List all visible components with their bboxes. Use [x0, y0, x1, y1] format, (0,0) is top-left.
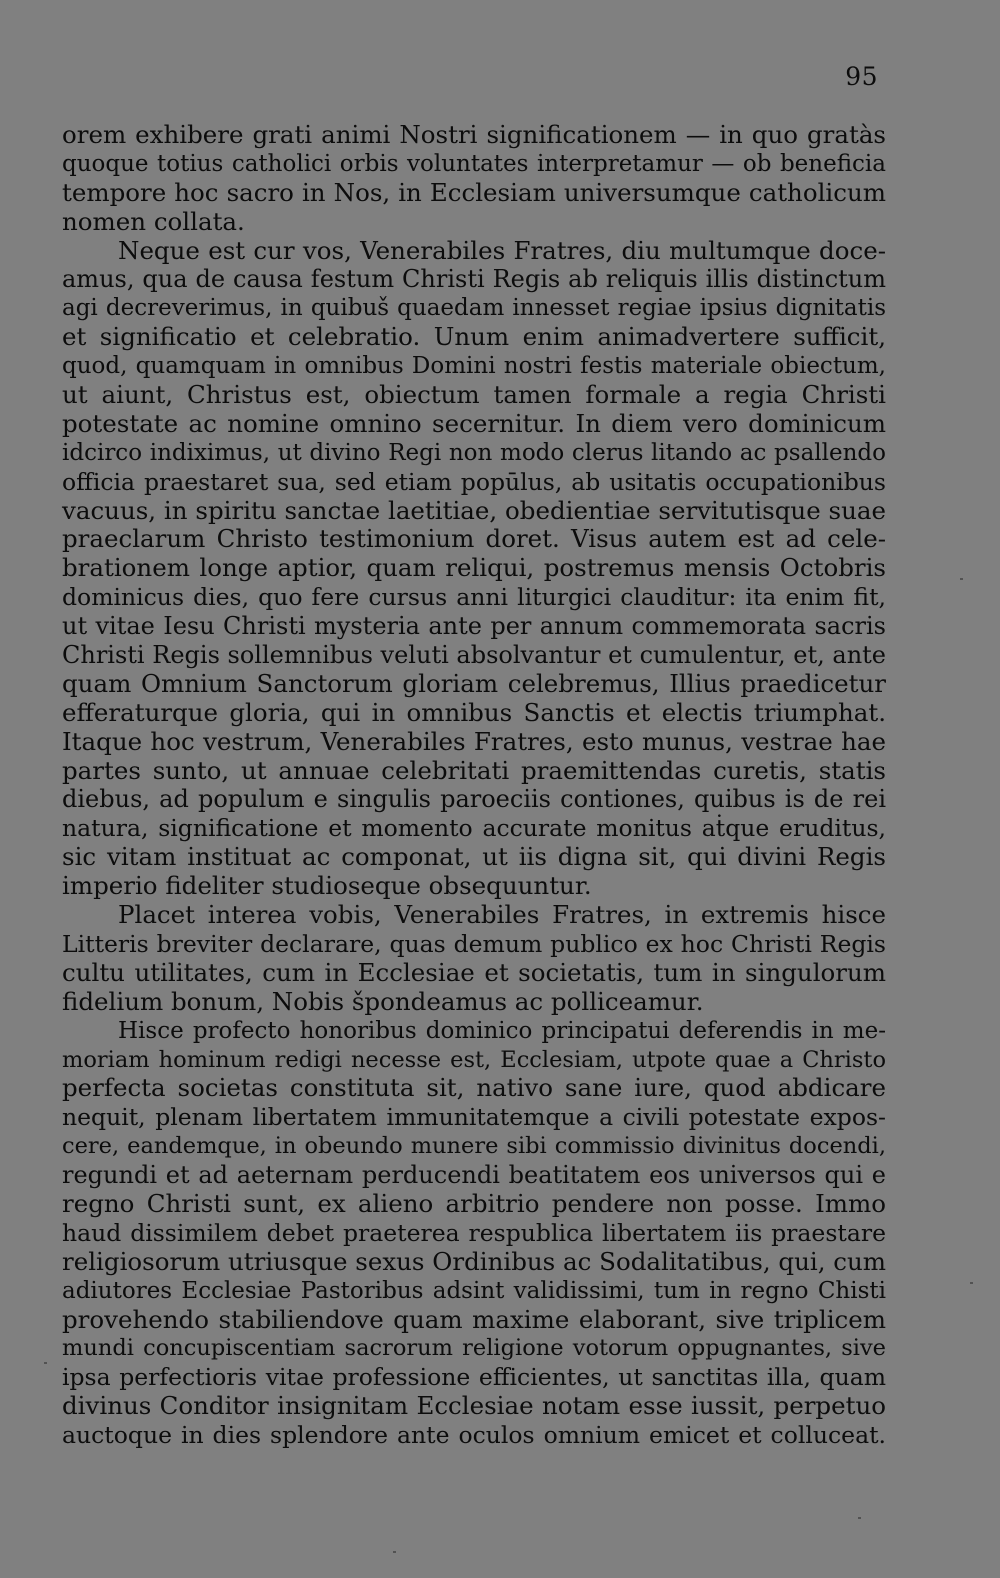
text-line: vacuus, in spiritu sanctae laetitiae, obedientiae servitutisque suae — [62, 495, 886, 525]
text-line: sic vitam instituat ac componat, ut iis digna sit, qui divini Regis — [62, 842, 886, 872]
text-line: haud dissimilem debet praeterea respublica libertatem iis praestare — [62, 1218, 886, 1247]
text-line: cere, eandemque, in obeundo munere sibi commissio divinitus docendi, — [62, 1133, 886, 1160]
text-line: Christi Regis sollemnibus veluti absolvantur et cumulentur, et, ante — [62, 641, 886, 670]
text-line: quoque totius catholici orbis voluntates interpretamur — ob beneficia — [62, 150, 886, 177]
scan-speck — [858, 1517, 861, 1519]
text-line: moriam hominum redigi necesse est, Ecclesiam, utpote quae a Christo — [62, 1046, 886, 1073]
text-line: perfecta societas constituta sit, nativo sane iure, quod abdicare — [62, 1073, 886, 1103]
text-line: dominicus dies, quo fere cursus anni liturgici clauditur: ita enim fit, — [62, 583, 886, 612]
text-line: potestate ac nomine omnino secernitur. In diem vero dominicum — [62, 408, 886, 438]
text-line: nequit, plenam libertatem immunitatemque a civili potestate expos- — [62, 1103, 886, 1132]
text-line: efferaturque gloria, qui in omnibus Sanctis et electis triumphat. — [62, 697, 886, 727]
text-line: tempore hoc sacro in Nos, in Ecclesiam universumque catholicum — [62, 177, 886, 207]
text-line: praeclarum Christo testimonium doret. Visus autem est ad cele- — [62, 524, 886, 554]
text-line: imperio fideliter studioseque obsequuntur. — [62, 871, 592, 901]
text-line: auctoque in dies splendore ante oculos omnium emicet et colluceat. — [62, 1421, 886, 1450]
body-text — [62, 121, 886, 1450]
text-line: idcirco indiximus, ut divino Regi non modo clerus litando ac psallendo — [62, 439, 886, 466]
text-line: ut vitae Iesu Christi mysteria ante per annum commemorata sacris — [62, 612, 886, 641]
scan-speck — [393, 1551, 396, 1553]
text-line: ipsa perfectioris vitae professione efficientes, ut sanctitas illa, quam — [62, 1363, 886, 1392]
text-line: officia praestaret sua, sed etiam popūlus, ab usitatis occupationibus — [62, 467, 886, 496]
text-line: adiutores Ecclesiae Pastoribus adsint validissimi, tum in regno Chisti — [62, 1277, 886, 1304]
text-line: agi decreverimus, in quibuš quaedam innesset regiae ipsius dignitatis — [62, 295, 886, 322]
text-line: divinus Conditor insignitam Ecclesiae notam esse iussit, perpetuo — [62, 1391, 886, 1421]
text-line: ut aiunt, Christus est, obiectum tamen formale a regia Christi — [62, 380, 886, 410]
scan-speck — [970, 1282, 973, 1284]
text-line: quam Omnium Sanctorum gloriam celebremus, Illius praedicetur — [62, 668, 886, 698]
text-line: diebus, ad populum e singulis paroeciis contiones, quibus is de rei — [62, 785, 886, 814]
text-line: Litteris breviter declarare, quas demum publico ex hoc Christi Regis — [62, 929, 886, 958]
text-line: religiosorum utriusque sexus Ordinibus ac Sodalitatibus, qui, cum — [62, 1246, 887, 1276]
page-number: 95 — [845, 62, 878, 91]
scan-speck — [44, 1362, 47, 1364]
text-line: partes sunto, ut annuae celebritati praemittendas curetis, statis — [62, 755, 886, 785]
text-line: Itaque hoc vestrum, Venerabiles Fratres, esto munus, vestrae hae — [62, 726, 886, 756]
text-line: cultu utilitates, cum in Ecclesiae et societatis, tum in singulorum — [62, 957, 886, 987]
text-line: regno Christi sunt, ex alieno arbitrio pendere non posse. Immo — [62, 1188, 886, 1218]
text-line: amus, qua de causa festum Christi Regis ab reliquis illis distinctum — [62, 265, 886, 294]
text-line: natura, significatione et momento accurate monitus aṫque eruditus, — [62, 814, 886, 843]
text-line: mundi concupiscentiam sacrorum religione votorum oppugnantes, sive — [62, 1335, 886, 1362]
text-line: Neque est cur vos, Venerabiles Fratres, diu multumque doce- — [118, 235, 886, 265]
text-line: regundi et ad aeternam perducendi beatitatem eos universos qui e — [62, 1161, 886, 1190]
text-line: nomen collata. — [62, 206, 245, 236]
text-line: et significatio et celebratio. Unum enim animadvertere sufficit, — [62, 322, 886, 352]
text-line: Placet interea vobis, Venerabiles Fratres, in extremis hisce — [118, 900, 886, 930]
text-line: Hisce profecto honoribus dominico principatui deferendis in me- — [118, 1017, 886, 1044]
text-line: quod, quamquam in omnibus Domini nostri festis materiale obiectum, — [62, 353, 886, 380]
scan-speck — [960, 578, 963, 580]
text-line: brationem longe aptior, quam reliqui, postremus mensis Octobris — [62, 553, 886, 583]
text-line: fidelium bonum, Nobis špondeamus ac polliceamur. — [62, 986, 704, 1016]
text-line: orem exhibere grati animi Nostri significationem — in quo gratàs — [62, 120, 886, 149]
text-line: provehendo stabiliendove quam maxime elaborant, sive triplicem — [62, 1304, 886, 1334]
